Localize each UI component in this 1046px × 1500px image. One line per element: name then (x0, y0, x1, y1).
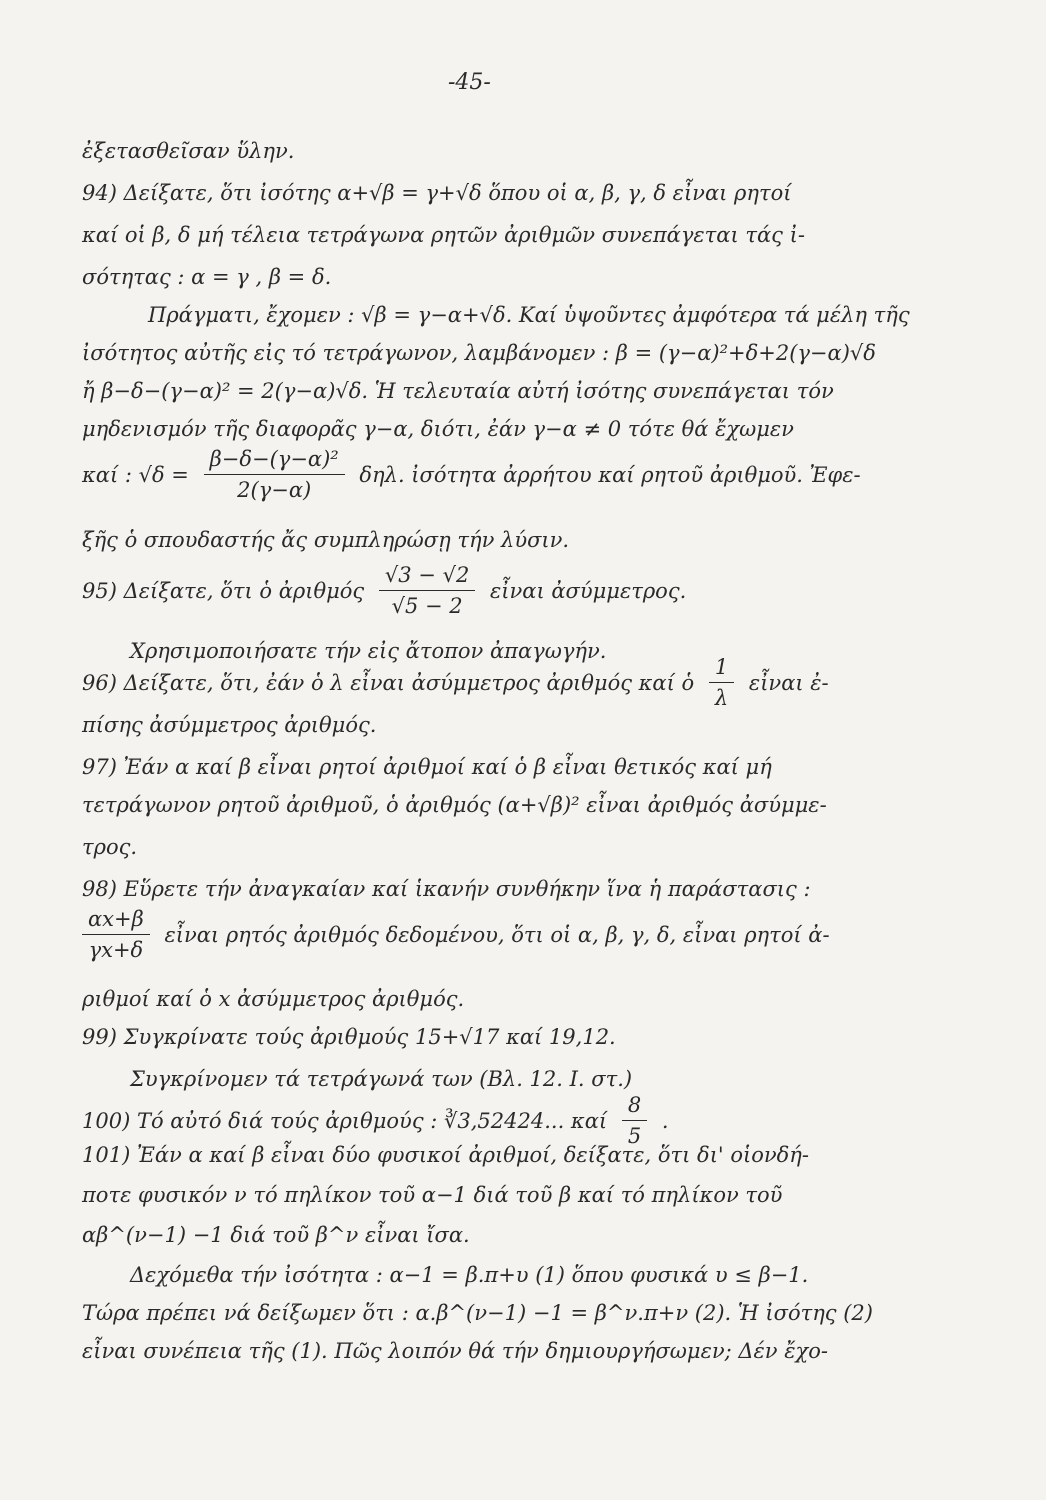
exercise-96-line (82, 652, 829, 713)
fraction-numerator: αx+β (82, 904, 150, 935)
text-line: ποτε φυσικόν ν τό πηλίκον τοῦ α−1 διά τοῦ β καί τό πηλίκον τοῦ (82, 1183, 783, 1207)
text-line: ἐξετασθεῖσαν ὕλην. (82, 139, 295, 163)
fraction-denominator: γx+δ (88, 938, 144, 962)
exercise-98-line: 98) Εὕρετε τήν ἀναγκαίαν καί ἱκανήν συνθήκην ἵνα ἡ παράστασις : (82, 877, 811, 901)
text-line: Χρησιμοποιήσατε τήν εἰς ἄτοπον ἀπαγωγήν. (130, 639, 607, 663)
text-line: πίσης ἀσύμμετρος ἀριθμός. (82, 713, 377, 737)
text-line: εἶναι συνέπεια τῆς (1). Πῶς λοιπόν θά τήν δημιουργήσωμεν; Δέν ἔχο- (82, 1339, 828, 1363)
text-line: ξῆς ὁ σπουδαστής ἄς συμπληρώσῃ τήν λύσιν. (82, 528, 570, 552)
text-segment: εἶναι ρητός ἀριθμός δεδομένου, ὅτι οἱ α, β, γ, δ, εἶναι ρητοί ἀ- (164, 922, 830, 947)
text-segment: εἶναι ἐ- (748, 670, 829, 695)
formula-line (82, 444, 861, 505)
fraction-numerator: 8 (622, 1090, 647, 1121)
fraction-numerator: √3 − √2 (379, 560, 475, 591)
exercise-95-line (82, 560, 686, 621)
exercise-94-line: 94) Δείξατε, ὅτι ἰσότης α+√β = γ+√δ ὅπου οἱ α, β, γ, δ εἶναι ρητοί (82, 181, 792, 205)
text-line: ἤ β−δ−(γ−α)² = 2(γ−α)√δ. Ἡ τελευταία αὐτή ἰσότης συνεπάγεται τόν (82, 379, 834, 403)
text-segment: εἶναι ἀσύμμετρος. (490, 578, 687, 603)
fraction-denominator: 5 (627, 1124, 642, 1148)
text-line: Συγκρίνομεν τά τετράγωνά των (Βλ. 12. I. στ.) (130, 1067, 633, 1091)
fraction-numerator: β−δ−(γ−α)² (204, 444, 345, 475)
page-number: -45- (448, 70, 491, 95)
fraction-numerator: 1 (709, 652, 734, 683)
text-line: τρος. (82, 835, 138, 859)
text-segment: 96) Δείξατε, ὅτι, ἐάν ὁ λ εἶναι ἀσύμμετρος ἀριθμός καί ὁ (82, 670, 695, 695)
fraction (204, 444, 345, 505)
text-line: σότητας : α = γ , β = δ. (82, 265, 332, 289)
text-line: αβ^(ν−1) −1 διά τοῦ β^ν εἶναι ἴσα. (82, 1223, 470, 1247)
exercise-97-line: 97) Ἐάν α καί β εἶναι ρητοί ἀριθμοί καί ὁ β εἶναι θετικός καί μή (82, 755, 772, 779)
text-segment: δηλ. ἰσότητα ἀρρήτου καί ρητοῦ ἀριθμοῦ. Ἐφε- (359, 462, 861, 487)
exercise-99-line: 99) Συγκρίνατε τούς ἀριθμούς 15+√17 καί 19,12. (82, 1025, 616, 1049)
fraction-denominator: λ (714, 686, 729, 710)
fraction (709, 652, 734, 713)
text-segment: 95) Δείξατε, ὅτι ὁ ἀριθμός (82, 578, 365, 603)
text-line: Πράγματι, ἔχομεν : √β = γ−α+√δ. Καί ὑψοῦντες ἀμφότερα τά μέλη τῆς (148, 303, 910, 327)
text-segment: 100) Τό αὐτό διά τούς ἀριθμούς : ∛3,52424... καί (82, 1108, 608, 1133)
text-line: ριθμοί καί ὁ x ἀσύμμετρος ἀριθμός. (82, 987, 465, 1011)
formula-line (82, 904, 830, 965)
fraction-denominator: 2(γ−α) (237, 478, 312, 502)
text-segment: . (661, 1108, 669, 1133)
text-line: καί οἱ β, δ μή τέλεια τετράγωνα ρητῶν ἀριθμῶν συνεπάγεται τάς ἰ- (82, 223, 805, 247)
exercise-101-line: 101) Ἐάν α καί β εἶναι δύο φυσικοί ἀριθμοί, δείξατε, ὅτι δι' οἱονδή- (82, 1143, 809, 1167)
text-line: μηδενισμόν τῆς διαφορᾶς γ−α, διότι, ἐάν γ−α ≠ 0 τότε θά ἔχωμεν (82, 417, 794, 441)
text-line: τετράγωνον ρητοῦ ἀριθμοῦ, ὁ ἀριθμός (α+√β)² εἶναι ἀριθμός ἀσύμμε- (82, 793, 827, 817)
fraction (379, 560, 475, 621)
text-segment: καί : √δ = (82, 462, 189, 487)
text-line: Δεχόμεθα τήν ἰσότητα : α−1 = β.π+υ (1) ὅπου φυσικά υ ≤ β−1. (130, 1263, 809, 1287)
text-line: Τώρα πρέπει νά δείξωμεν ὅτι : α.β^(ν−1) −1 = β^ν.π+ν (2). Ἡ ἰσότης (2) (82, 1301, 873, 1325)
fraction-denominator: √5 − 2 (391, 594, 463, 618)
text-line: ἰσότητος αὐτῆς εἰς τό τετράγωνον, λαμβάνομεν : β = (γ−α)²+δ+2(γ−α)√δ (82, 341, 876, 365)
fraction (82, 904, 150, 965)
